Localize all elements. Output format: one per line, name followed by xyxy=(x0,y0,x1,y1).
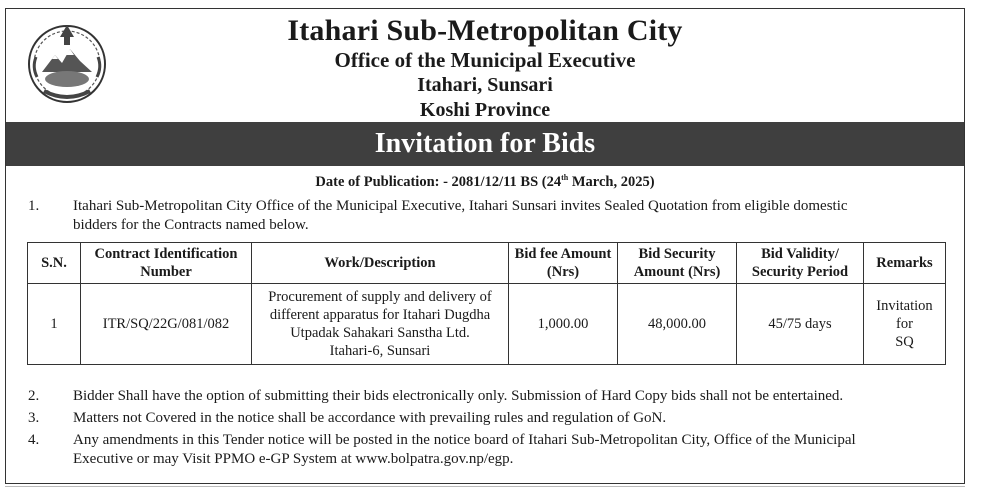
description-line: Utpadak Sahakari Sanstha Ltd. xyxy=(290,325,470,341)
cell-contract-id: ITR/SQ/22G/081/082 xyxy=(81,284,252,365)
publication-date-tail: March, 2025) xyxy=(568,173,655,190)
col-header-bid-security: Bid Security Amount (Nrs) xyxy=(618,243,737,284)
cell-remarks xyxy=(864,284,946,365)
col-header-bid-fee: Bid fee Amount (Nrs) xyxy=(509,243,618,284)
col-header-work-description: Work/Description xyxy=(252,243,509,284)
cell-bid-security: 48,000.00 xyxy=(618,284,737,365)
cell-validity: 45/75 days xyxy=(737,284,864,365)
notice-frame xyxy=(5,8,965,484)
table-header-row xyxy=(28,243,946,284)
description-line: different apparatus for Itahari Dugdha xyxy=(269,307,491,323)
table-row xyxy=(28,284,946,365)
col-header-remarks: Remarks xyxy=(864,243,946,284)
paragraph-number: 3. xyxy=(28,410,40,426)
paragraph-number: 4. xyxy=(28,432,40,448)
paragraph-line: Any amendments in this Tender notice will be posted in the notice board of Itahari Sub-Metropolitan City, Office of the Municipal xyxy=(73,432,856,448)
remarks-line: SQ xyxy=(895,334,914,350)
description-line: Procurement of supply and delivery of xyxy=(268,289,492,305)
office-name: Office of the Municipal Executive xyxy=(334,48,636,72)
cell-description xyxy=(252,284,509,365)
paragraph-number: 2. xyxy=(28,388,40,404)
notice-header xyxy=(6,9,964,123)
paragraph-line: Itahari Sub-Metropolitan City Office of the Municipal Executive, Itahari Sunsari invites Sealed Quotation from eligible domestic xyxy=(73,198,848,214)
notice-title-banner: Invitation for Bids xyxy=(6,122,964,166)
col-header-contract-id: Contract Identification Number xyxy=(81,243,252,284)
cell-sn: 1 xyxy=(28,284,81,365)
paragraph-line: Executive or may Visit PPMO e-GP System at www.bolpatra.gov.np/egp. xyxy=(73,451,514,467)
col-header-bid-validity: Bid Validity/ Security Period xyxy=(737,243,864,284)
paragraph-line: Matters not Covered in the notice shall be accordance with prevailing rules and regulation of GoN. xyxy=(73,410,667,426)
province: Koshi Province xyxy=(419,99,551,121)
paragraph-line: Bidder Shall have the option of submitting their bids electronically only. Submission of Hard Copy bids shall not be entertained. xyxy=(73,388,844,404)
location: Itahari, Sunsari xyxy=(417,74,553,96)
org-name: Itahari Sub-Metropolitan City xyxy=(287,14,683,47)
remarks-line: Invitation for xyxy=(876,298,933,332)
header-text-block xyxy=(6,15,964,123)
bids-table xyxy=(27,242,946,365)
paragraph-number: 1. xyxy=(28,198,40,214)
page-bottom-rule xyxy=(5,486,965,487)
publication-date xyxy=(6,173,964,191)
description-line: Itahari-6, Sunsari xyxy=(329,343,431,359)
publication-date-sup: th xyxy=(561,173,569,182)
publication-date-label: Date of Publication: - 2081/12/11 BS (24 xyxy=(315,173,562,190)
cell-bid-fee: 1,000.00 xyxy=(509,284,618,365)
paragraph-line: bidders for the Contracts named below. xyxy=(73,217,309,233)
col-header-sn: S.N. xyxy=(28,243,81,284)
